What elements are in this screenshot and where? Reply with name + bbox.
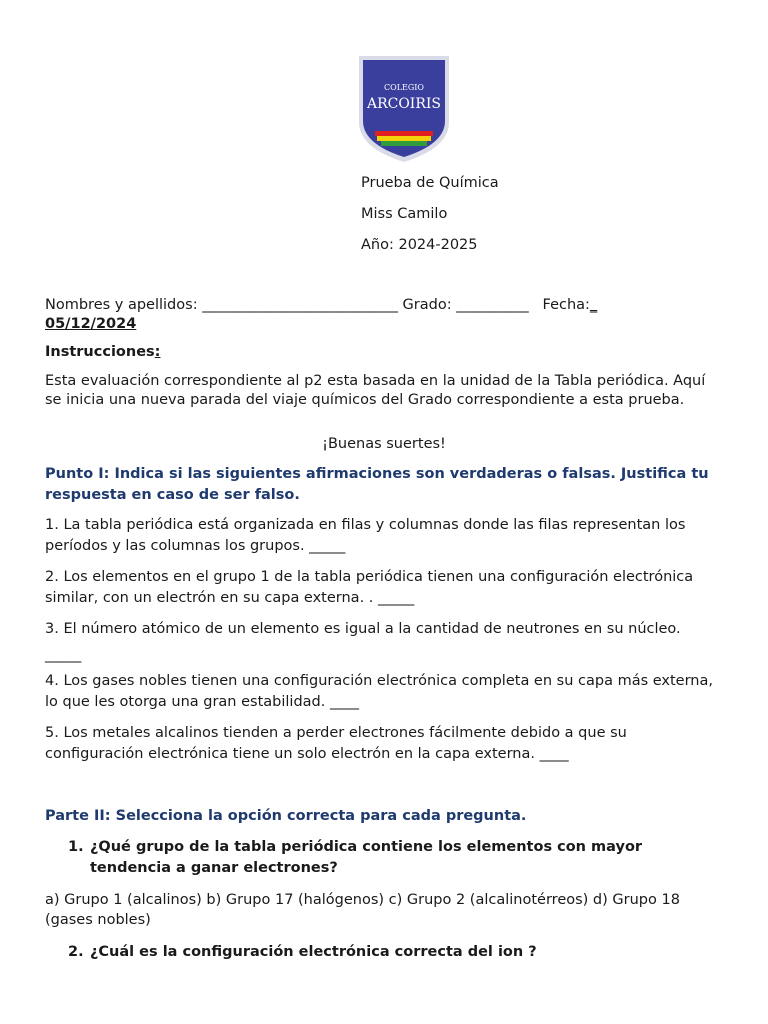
instructions-title-text: Instrucciones: [45, 344, 155, 360]
school-logo: [355, 52, 453, 166]
instructions-title: [45, 343, 725, 362]
answer-blank: _____: [45, 647, 82, 663]
true-false-item: 3. El número atómico de un elemento es igual a la cantidad de neutrones en su núcleo.: [45, 621, 681, 637]
question-number: 2.: [68, 944, 84, 960]
date-label: Fecha:: [542, 297, 590, 313]
grade-label: Grado:: [402, 297, 452, 313]
question-text: ¿Cuál es la configuración electrónica correcta del ion ?: [90, 944, 537, 960]
question-text: ¿Qué grupo de la tabla periódica contiene los elementos con mayor tendencia a ganar electrones?: [90, 839, 643, 876]
name-blank[interactable]: ___________________________: [202, 297, 398, 313]
good-luck-text: ¡Buenas suertes!: [322, 436, 446, 452]
true-false-item: 4. Los gases nobles tienen una configuración electrónica completa en su capa más externa, lo que les otorga una gran estabilidad. ____: [45, 673, 713, 710]
school-year: Año: 2024-2025: [361, 237, 478, 253]
section-title-parte-2: Parte II: Selecciona la opción correcta para cada pregunta.: [45, 808, 527, 824]
multiple-choice-question: [68, 837, 708, 879]
instructions-text: Esta evaluación correspondiente al p2 esta basada en la unidad de la Tabla periódica. Aquí se inicia una nueva parada del viaje químicos del Grado correspondiente a esta prueba.: [45, 373, 706, 408]
question-options: a) Grupo 1 (alcalinos) b) Grupo 17 (halógenos) c) Grupo 2 (alcalinotérreos) d) Grupo 18 (gases nobles): [45, 892, 680, 928]
date-value: 05/12/2024: [45, 316, 137, 332]
instructions-title-colon: :: [154, 344, 161, 360]
teacher-name: Miss Camilo: [361, 206, 448, 222]
section-title-punto-1: Punto I: Indica si las siguientes afirmaciones son verdaderas o falsas. Justifica tu respuesta en caso de ser falso.: [45, 466, 709, 503]
true-false-item: 1. La tabla periódica está organizada en filas y columnas donde las filas representan los períodos y las columnas los grupos. _____: [45, 517, 686, 554]
true-false-item: 5. Los metales alcalinos tienden a perder electrones fácilmente debido a que su configuración electrónica tiene un solo electrón en la capa externa. ____: [45, 725, 627, 762]
question-number: 1.: [68, 839, 84, 855]
student-info-line: [45, 296, 725, 334]
logo-main-text: ARCOIRIS: [366, 96, 442, 112]
logo-top-text: COLEGIO: [384, 83, 424, 92]
grade-blank[interactable]: __________: [456, 297, 529, 313]
multiple-choice-question: [68, 942, 708, 963]
name-label: Nombres y apellidos:: [45, 297, 198, 313]
subject-title: Prueba de Química: [361, 175, 499, 191]
true-false-item: 2. Los elementos en el grupo 1 de la tabla periódica tienen una configuración electrónica similar, con un electrón en su capa externa. . _____: [45, 569, 694, 606]
date-underscore: _: [589, 297, 598, 313]
